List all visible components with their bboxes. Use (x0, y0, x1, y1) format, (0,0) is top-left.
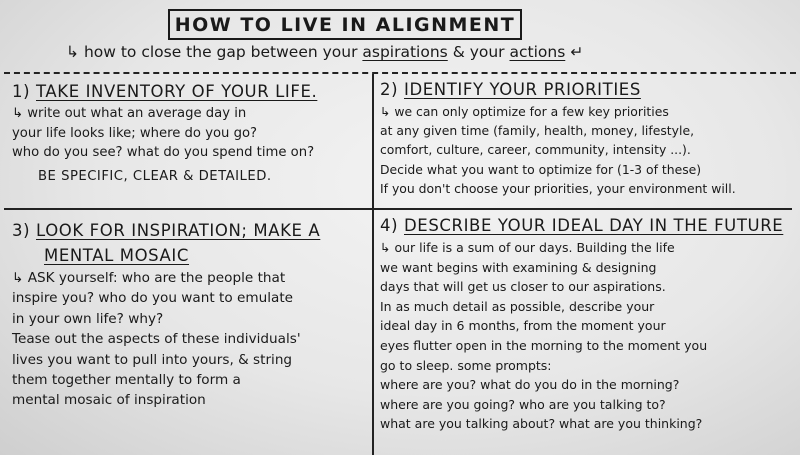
section-4-line: where are you? what do you do in the morning? (380, 377, 680, 393)
section-3-title-1: LOOK FOR INSPIRATION; MAKE A (36, 221, 321, 240)
section-3-line: in your own life? why? (12, 310, 164, 327)
section-1-emphasis: BE SPECIFIC, CLEAR & DETAILED. (38, 168, 272, 184)
section-3-heading (12, 218, 367, 243)
section-4-heading (380, 214, 792, 238)
vertical-divider (372, 74, 374, 455)
section-4-line: where are you going? who are you talking to? (380, 396, 666, 412)
section-4-line: what are you talking about? what are you thinking? (380, 416, 703, 432)
section-4 (380, 214, 792, 434)
section-3 (12, 218, 367, 411)
section-1-number: 1) (12, 82, 31, 101)
section-2-line: Decide what you want to optimize for (1-3 of these) (380, 161, 702, 177)
section-2-line: comfort, culture, career, community, intensity ...). (380, 142, 691, 158)
section-1-line: ↳ write out what an average day in (12, 106, 247, 121)
section-4-number: 4) (380, 216, 399, 235)
page-title: HOW TO LIVE IN ALIGNMENT (168, 9, 522, 40)
section-2 (380, 78, 792, 198)
section-2-number: 2) (380, 80, 399, 99)
subtitle-end-arrow-icon: ↵ (570, 43, 584, 61)
section-2-heading (380, 78, 792, 102)
section-3-line: ↳ ASK yourself: who are the people that (12, 270, 286, 286)
section-3-line: Tease out the aspects of these individuals' (12, 331, 301, 348)
dashed-divider (4, 72, 796, 74)
subtitle-aspirations: aspirations (362, 43, 448, 61)
section-3-line: lives you want to pull into yours, & string (12, 351, 293, 368)
section-4-line: go to sleep. some prompts: (380, 357, 552, 373)
subtitle-arrow-icon: ↳ (66, 43, 79, 61)
section-2-line: If you don't choose your priorities, your environment will. (380, 180, 736, 196)
section-4-line: ideal day in 6 months, from the moment your (380, 318, 666, 334)
subtitle (66, 43, 726, 61)
subtitle-text-2: & your (452, 43, 510, 61)
horizontal-divider (4, 208, 792, 210)
section-4-title: DESCRIBE YOUR IDEAL DAY IN THE FUTURE (404, 216, 784, 235)
section-3-heading-2 (12, 243, 367, 268)
section-1 (12, 80, 367, 186)
section-3-line: inspire you? who do you want to emulate (12, 290, 294, 307)
subtitle-text-1: how to close the gap between your (83, 43, 363, 61)
section-3-line: mental mosaic of inspiration (12, 392, 206, 409)
section-2-line: at any given time (family, health, money, lifestyle, (380, 123, 695, 139)
section-1-heading (12, 80, 367, 104)
section-3-title-2: MENTAL MOSAIC (44, 246, 190, 265)
section-1-title: TAKE INVENTORY OF YOUR LIFE. (36, 82, 318, 101)
section-4-line: eyes flutter open in the morning to the moment you (380, 337, 708, 353)
section-4-line: In as much detail as possible, describe your (380, 298, 655, 314)
section-2-line: ↳ we can only optimize for a few key priorities (380, 104, 669, 119)
section-4-line: we want begins with examining & designing (380, 259, 657, 275)
section-3-number: 3) (12, 221, 31, 240)
section-4-line: ↳ our life is a sum of our days. Building the life (380, 240, 675, 255)
section-3-line: them together mentally to form a (12, 372, 241, 389)
section-1-line: your life looks like; where do you go? (12, 125, 258, 141)
section-2-title: IDENTIFY YOUR PRIORITIES (404, 80, 641, 99)
section-4-line: days that will get us closer to our aspirations. (380, 279, 666, 295)
subtitle-actions: actions (509, 43, 566, 61)
section-1-line: who do you see? what do you spend time on? (12, 145, 315, 160)
